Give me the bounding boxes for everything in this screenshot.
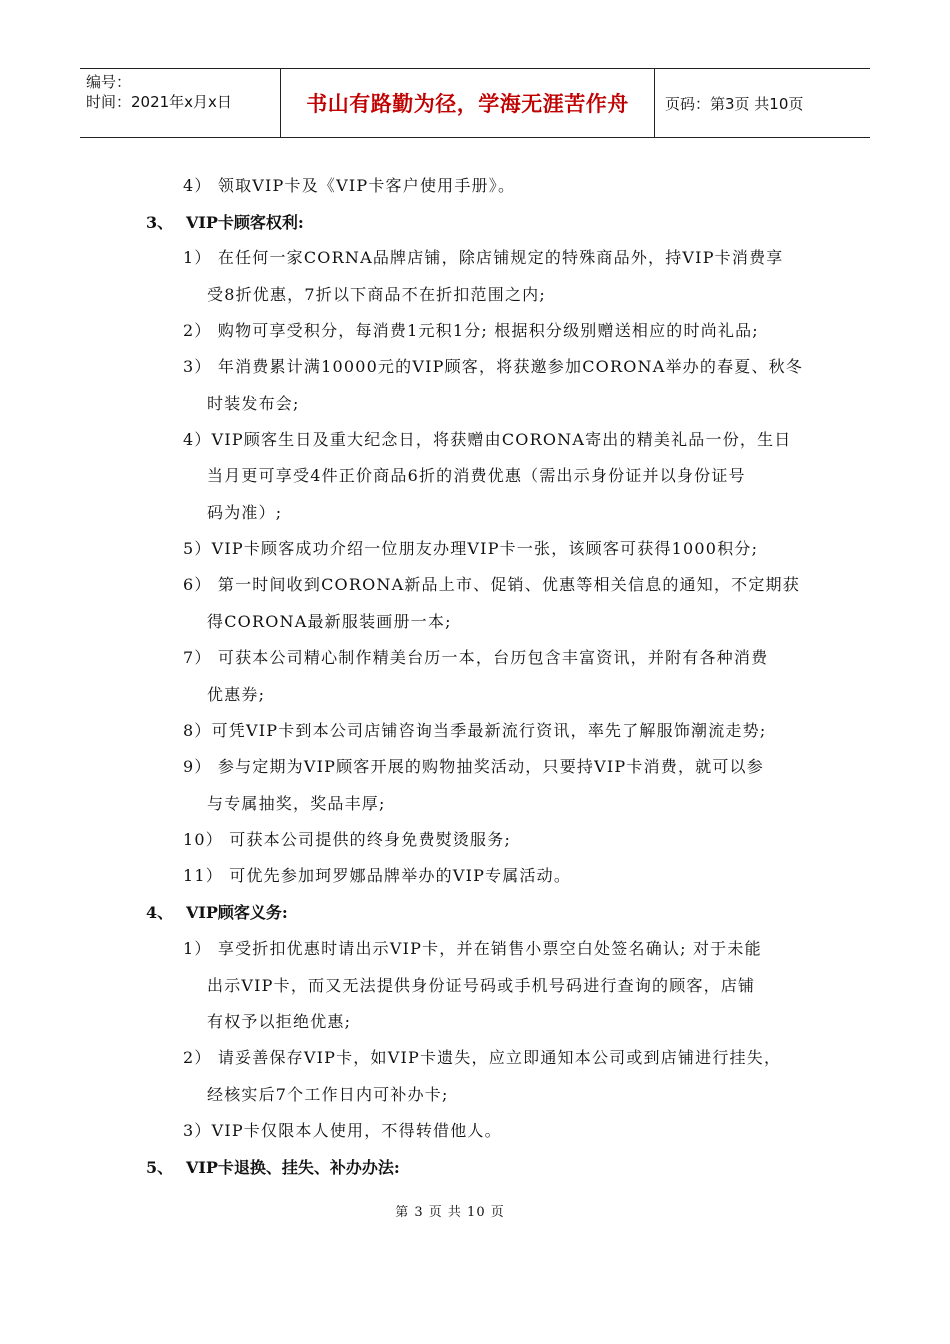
list-item-continuation: 当月更可享受4件正价商品6折的消费优惠（需出示身份证并以身份证号 <box>207 466 746 485</box>
section-title: VIP顾客义务: <box>186 903 288 922</box>
list-item: 2） 购物可享受积分，每消费1元积1分; 根据积分级别赠送相应的时尚礼品; <box>183 321 759 340</box>
list-item-continuation: 经核实后7个工作日内可补办卡; <box>207 1085 449 1104</box>
list-item: 5）VIP卡顾客成功介绍一位朋友办理VIP卡一张，该顾客可获得1000积分; <box>183 539 759 558</box>
list-item-continuation: 优惠券; <box>207 685 266 704</box>
section-heading-5 <box>146 1155 400 1178</box>
list-item: 8）可凭VIP卡到本公司店铺咨询当季最新流行资讯，率先了解服饰潮流走势; <box>183 721 767 740</box>
list-item-continuation: 有权予以拒绝优惠; <box>207 1012 352 1031</box>
list-item: 1） 在任何一家CORNA品牌店铺，除店铺规定的特殊商品外，持VIP卡消费享 <box>183 248 784 267</box>
list-item: 3）VIP卡仅限本人使用，不得转借他人。 <box>183 1121 502 1140</box>
section-number: 4、 <box>146 903 174 922</box>
list-item: 7） 可获本公司精心制作精美台历一本，台历包含丰富资讯，并附有各种消费 <box>183 648 769 667</box>
section-title: VIP卡顾客权利: <box>186 213 304 232</box>
page-header <box>80 68 870 138</box>
list-item: 2） 请妥善保存VIP卡，如VIP卡遗失，应立即通知本公司或到店铺进行挂失， <box>183 1048 782 1067</box>
list-item: 4） 领取VIP卡及《VIP卡客户使用手册》。 <box>183 176 516 195</box>
section-heading-3 <box>146 210 304 233</box>
list-item-continuation: 时装发布会; <box>207 394 300 413</box>
doc-time-label: 时间：2021年x月x日 <box>86 93 232 111</box>
header-page-number: 页码：第3页 共10页 <box>665 94 804 113</box>
list-item: 3） 年消费累计满10000元的VIP顾客，将获邀参加CORONA举办的春夏、秋冬 <box>183 357 804 376</box>
list-item-continuation: 与专属抽奖，奖品丰厚; <box>207 794 386 813</box>
list-item: 10） 可获本公司提供的终身免费熨烫服务; <box>183 830 512 849</box>
list-item: 1） 享受折扣优惠时请出示VIP卡，并在销售小票空白处签名确认; 对于未能 <box>183 939 762 958</box>
list-item: 9） 参与定期为VIP顾客开展的购物抽奖活动，只要持VIP卡消费，就可以参 <box>183 757 764 776</box>
section-title: VIP卡退换、挂失、补办办法: <box>186 1158 400 1177</box>
list-item: 11） 可优先参加珂罗娜品牌举办的VIP专属活动。 <box>183 866 572 885</box>
header-meta <box>80 69 281 137</box>
section-number: 5、 <box>146 1158 174 1177</box>
list-item: 4）VIP顾客生日及重大纪念日，将获赠由CORONA寄出的精美礼品一份，生日 <box>183 430 792 449</box>
list-item-continuation: 码为准）; <box>207 503 283 522</box>
doc-number-label: 编号： <box>86 73 132 91</box>
section-heading-4 <box>146 900 288 923</box>
list-item-continuation: 受8折优惠，7折以下商品不在折扣范围之内; <box>207 285 546 304</box>
list-item-continuation: 出示VIP卡，而又无法提供身份证号码或手机号码进行查询的顾客，店铺 <box>207 976 756 995</box>
section-number: 3、 <box>146 213 174 232</box>
header-motto: 书山有路勤为径，学海无涯苦作舟 <box>281 69 655 137</box>
list-item: 6） 第一时间收到CORONA新品上市、促销、优惠等相关信息的通知，不定期获 <box>183 575 800 594</box>
list-item-continuation: 得CORONA最新服装画册一本; <box>207 612 452 631</box>
page-footer: 第 3 页 共 10 页 <box>395 1205 505 1220</box>
